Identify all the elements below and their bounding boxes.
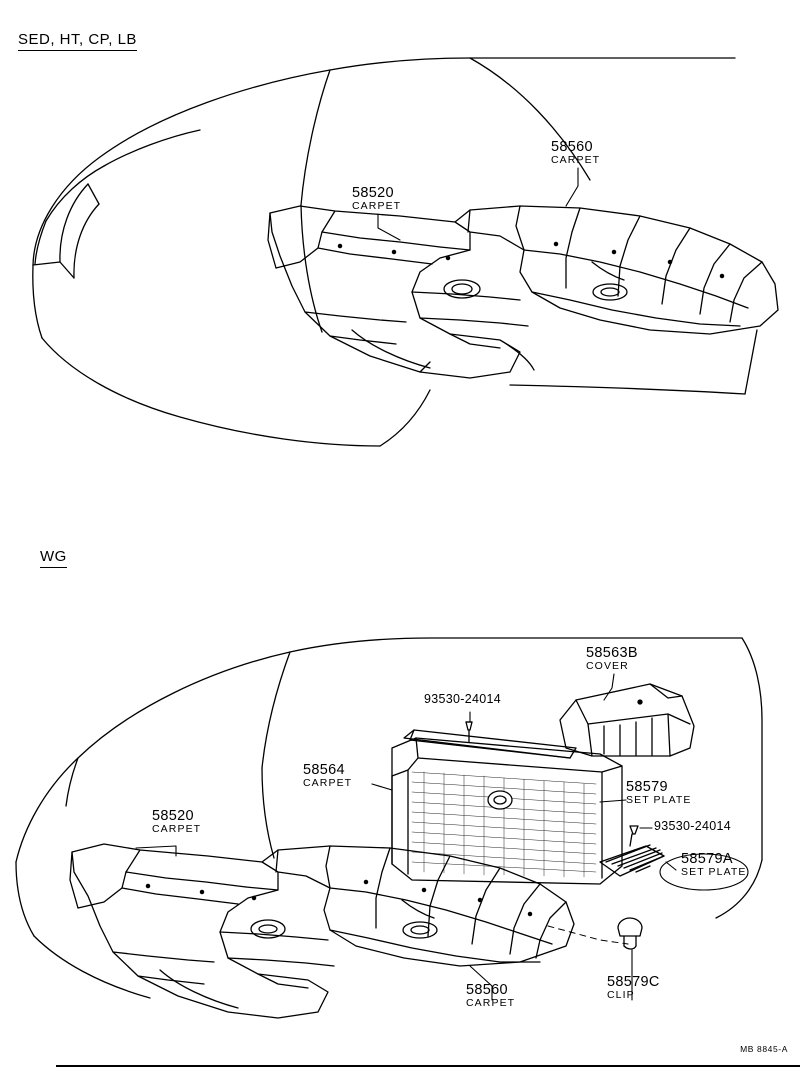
part-description: SET PLATE [626, 794, 692, 807]
carpet-luggage-texture [412, 772, 596, 877]
callout-58520-wg [152, 809, 201, 835]
part-description: COVER [586, 660, 629, 673]
part-number: 58564 [303, 762, 345, 778]
part-number: 58579 [626, 779, 668, 795]
sheet-code: MB 8845-A [740, 1044, 788, 1054]
clip-wg [618, 918, 642, 949]
callout-58564 [303, 763, 352, 789]
callout-58520-top [352, 186, 401, 212]
part-number: 93530-24014 [424, 692, 501, 706]
screw-top-wg [466, 722, 472, 742]
carpet-rear-wg [262, 846, 574, 966]
body-outline-wg [16, 638, 762, 998]
part-description: CARPET [152, 823, 202, 836]
section-label-wg: WG [40, 548, 67, 568]
part-number: 58560 [466, 982, 508, 998]
part-description: CARPET [551, 154, 601, 167]
screw-right-wg [630, 826, 638, 846]
part-description: CARPET [466, 997, 516, 1010]
carpet-luggage-grommet [488, 791, 512, 809]
section-label-sed: SED, HT, CP, LB [18, 31, 137, 51]
carpet-luggage-wg [392, 738, 622, 884]
callout-58579 [626, 780, 692, 806]
cover-wg [560, 684, 694, 756]
part-description: SET PLATE [681, 866, 747, 879]
part-number: 58579A [681, 851, 733, 867]
callout-93530-24014-top [424, 693, 501, 706]
callout-58579a [681, 852, 747, 878]
assembly-guide-wg [548, 926, 628, 944]
set-plate-right-wg [600, 845, 664, 876]
callout-58560-wg [466, 983, 515, 1009]
carpet-front-top [268, 206, 534, 378]
bottom-divider [56, 1065, 800, 1067]
part-number: 58520 [152, 808, 194, 824]
part-number: 58560 [551, 139, 593, 155]
carpet-rear-top [455, 206, 778, 334]
part-description: CARPET [303, 777, 353, 790]
callout-58560-top [551, 140, 600, 166]
part-description: CARPET [352, 200, 402, 213]
part-number: 93530-24014 [654, 819, 731, 833]
callout-93530-24014-right [654, 820, 731, 833]
part-description: CLIP [607, 989, 635, 1002]
callout-58563b [586, 646, 638, 672]
carpet-front-wg [70, 844, 334, 1018]
leader-lines-top [378, 168, 578, 240]
callout-58579c [607, 975, 660, 1001]
part-number: 58579C [607, 974, 660, 990]
part-number: 58520 [352, 185, 394, 201]
part-number: 58563B [586, 645, 638, 661]
